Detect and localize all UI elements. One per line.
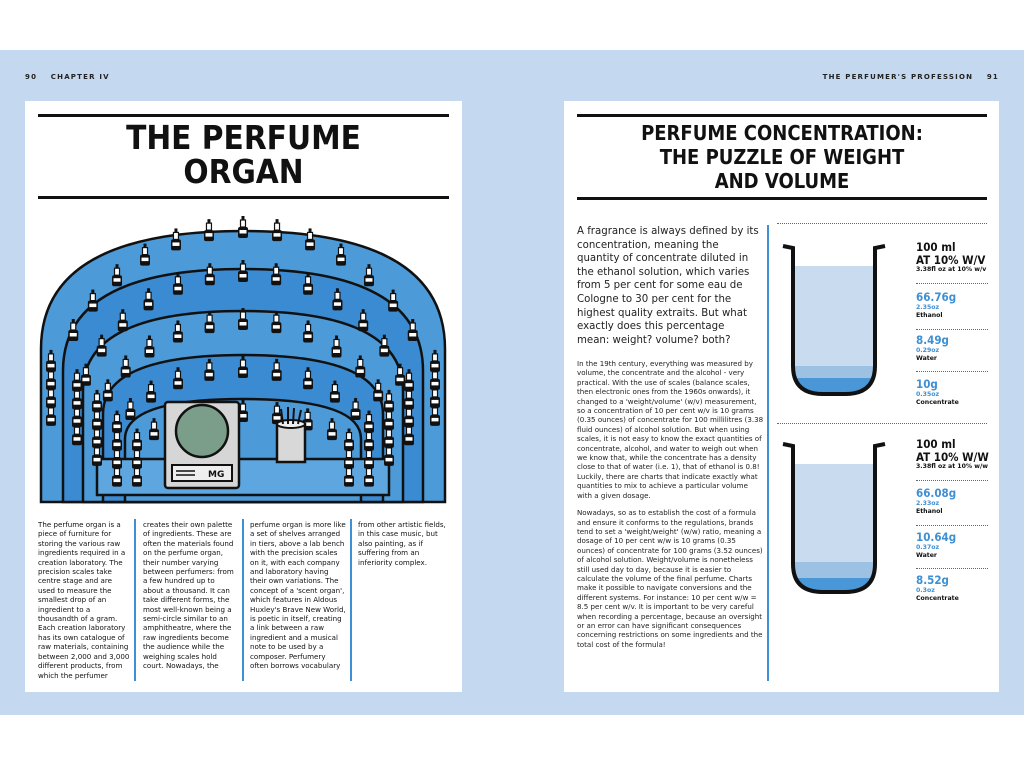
perfume-organ-illustration [25,209,462,509]
left-running-head [25,73,110,81]
imperial-subheading: 3.38fl oz at 10% w/v [916,266,987,273]
page-title [38,118,449,191]
pot [277,424,305,462]
perfume-bottle [204,219,214,241]
stat-label: Ethanol [916,507,943,515]
concentration-heading: AT 10% W/V [916,252,986,267]
text-column-4: from other artistic fields, in this case music, but also painting, as if suffering from an inferiority complex. [358,520,446,567]
left-chapter-label: CHAPTER IV [50,73,110,81]
page-title [577,121,987,193]
scale-plate [176,405,228,457]
left-page [25,101,462,692]
stat-label: Ethanol [916,311,943,319]
dotted-rule [916,329,988,330]
stat-grams: 10.64g [916,530,957,544]
concentration-heading: AT 10% W/W [916,449,989,464]
right-page [564,101,999,692]
scale-brand-label: MG [208,470,225,480]
dotted-rule [916,568,988,569]
stat-ounces: 2.33oz [916,499,940,507]
beaker-wv-legend [916,240,991,406]
column-divider [134,519,136,681]
dotted-rule [777,423,987,424]
body-paragraph: Nowadays, so as to establish the cost of a formula and ensure it conforms to the regulations, brands tend to set a 'weight/weight' (w/w) ratio, meaning a dosage of 10 per cent w/w is 10 grams (0.35 ounces) of concentrate for 100 grams (3.52 ounces) of alcohol solution. Weight/volume is nonetheless still used day to day, because it is easier to calculate the volume of the final perfume. Charts make it possible to navigate conversions and the different systems. For instance: 10 per cent w/w = 8.5 per cent w/v. It is important to be very careful when recording a percentage, because an oversight or an error can have significant consequences concerning restrictions on some ingredients and the total cost of the formula! [577,508,763,649]
stat-grams: 10g [916,377,938,391]
body-text [577,359,765,657]
stat-ounces: 0.3oz [916,586,935,594]
volume-heading: 100 ml [916,437,956,451]
ethanol-stat [916,291,956,320]
column-divider [350,519,352,681]
text-column-2: creates their own palette of ingredients. These are often the materials found on the perfume organ, their number varying between perfumers: from a few hundred up to about a thousand. It can take different forms, the most well-known being a semi-circle similar to an amphitheatre, where the raw ingredients become the audience while the weighing scales hold court. Nowadays, the [143,520,234,671]
stat-ounces: 0.35oz [916,390,940,398]
stat-grams: 8.52g [916,573,949,587]
stat-ounces: 0.29oz [916,346,940,354]
imperial-subheading: 3.38fl oz at 10% w/w [916,463,988,470]
lead-paragraph: A fragrance is always defined by its concentration, meaning the quantity of concentrate diluted in the ethanol solution, which varies from 5 per cent for some eau de Cologne to 30 per cent for the highest quality extraits. But what exactly does this percentage mean: weight? volume? both? [577,226,759,346]
dotted-rule [916,480,988,481]
concentrate-stat [916,574,959,603]
beaker-ww [781,434,887,594]
title-bottom-rule [38,196,449,199]
stat-label: Water [916,551,937,559]
stat-label: Concentrate [916,398,959,406]
title-line: THE PERFUME [126,118,361,157]
water-layer [781,562,887,578]
right-section-label: THE PERFUMER'S PROFESSION [822,73,974,81]
stat-ounces: 2.35oz [916,303,940,311]
water-stat [916,531,956,560]
concentrate-stat [916,378,959,407]
ethanol-layer [781,266,887,366]
beaker-ww-legend [916,437,991,602]
title-top-rule [38,114,449,117]
smelling-strip [293,408,294,424]
water-stat [916,334,949,363]
pot-rim [277,420,305,428]
ethanol-layer [781,464,887,562]
text-column-1: The perfume organ is a piece of furniture for storing the various raw ingredients required in a creation laboratory. The precision scales take centre stage and are used to measure the smallest drop of an ingredient to a thousandth of a gram. Each creation laboratory has its own catalogue of raw materials, containing between 2,000 and 3,000 different products, from which the perfumer [38,520,130,680]
dotted-rule [916,283,988,284]
column-divider [767,225,769,681]
left-page-number: 90 [25,73,38,81]
title-top-rule [577,114,987,117]
beaker-wv [781,236,887,396]
title-line: THE PUZZLE OF WEIGHT [659,145,905,169]
ethanol-stat [916,487,956,516]
stat-label: Water [916,354,937,362]
right-page-number: 91 [986,73,999,81]
stat-grams: 66.76g [916,290,957,304]
perfume-bottle [272,219,282,241]
title-line: ORGAN [183,151,304,191]
precision-scales [165,402,239,488]
dotted-rule [916,371,988,372]
body-paragraph: In the 19th century, everything was measured by volume, the concentrate and the alcohol - very practical. With the use of scales (balance scales, then electronic ones from the 1960s onwards), it changed to a 'weight/volume' (w/v) measurement, so a concentration of 10 per cent w/v is 10 grams (0.35 ounces) of concentrate for 100 millilitres (3.38 fluid ounces) of alcohol solution. But when using scales, it is not easy to know the exact quantities of concentrate, alcohol, and water to weigh out when we know that, while the concentrate has a density close to that of water (i.e. 1), that of ethanol is 0.8! Luckily, there are charts that indicate exactly what quantities to mix to achieve a particular volume with a given dosage. [577,359,764,500]
right-running-head [823,73,999,81]
stat-grams: 8.49g [916,333,949,347]
water-layer [781,366,887,378]
stat-label: Concentrate [916,594,959,602]
title-line: PERFUME CONCENTRATION: [641,121,923,145]
stat-ounces: 0.37oz [916,543,940,551]
title-line: AND VOLUME [714,169,850,193]
dotted-rule [777,223,987,224]
title-bottom-rule [577,197,987,200]
perfume-bottle [238,216,248,238]
text-column-3: perfume organ is more like a set of shelves arranged in tiers, above a lab bench with the precision scales on it, with each company and laboratory having their own variations. The concept of a 'scent organ', which features in Aldous Huxley's Brave New World, is poetic in itself, creating a link between a raw ingredient and a musical note to be used by a composer. Perfumery often borrows vocabulary [250,520,346,671]
volume-heading: 100 ml [916,240,956,254]
stat-grams: 66.08g [916,486,957,500]
column-divider [242,519,244,681]
dotted-rule [916,525,988,526]
